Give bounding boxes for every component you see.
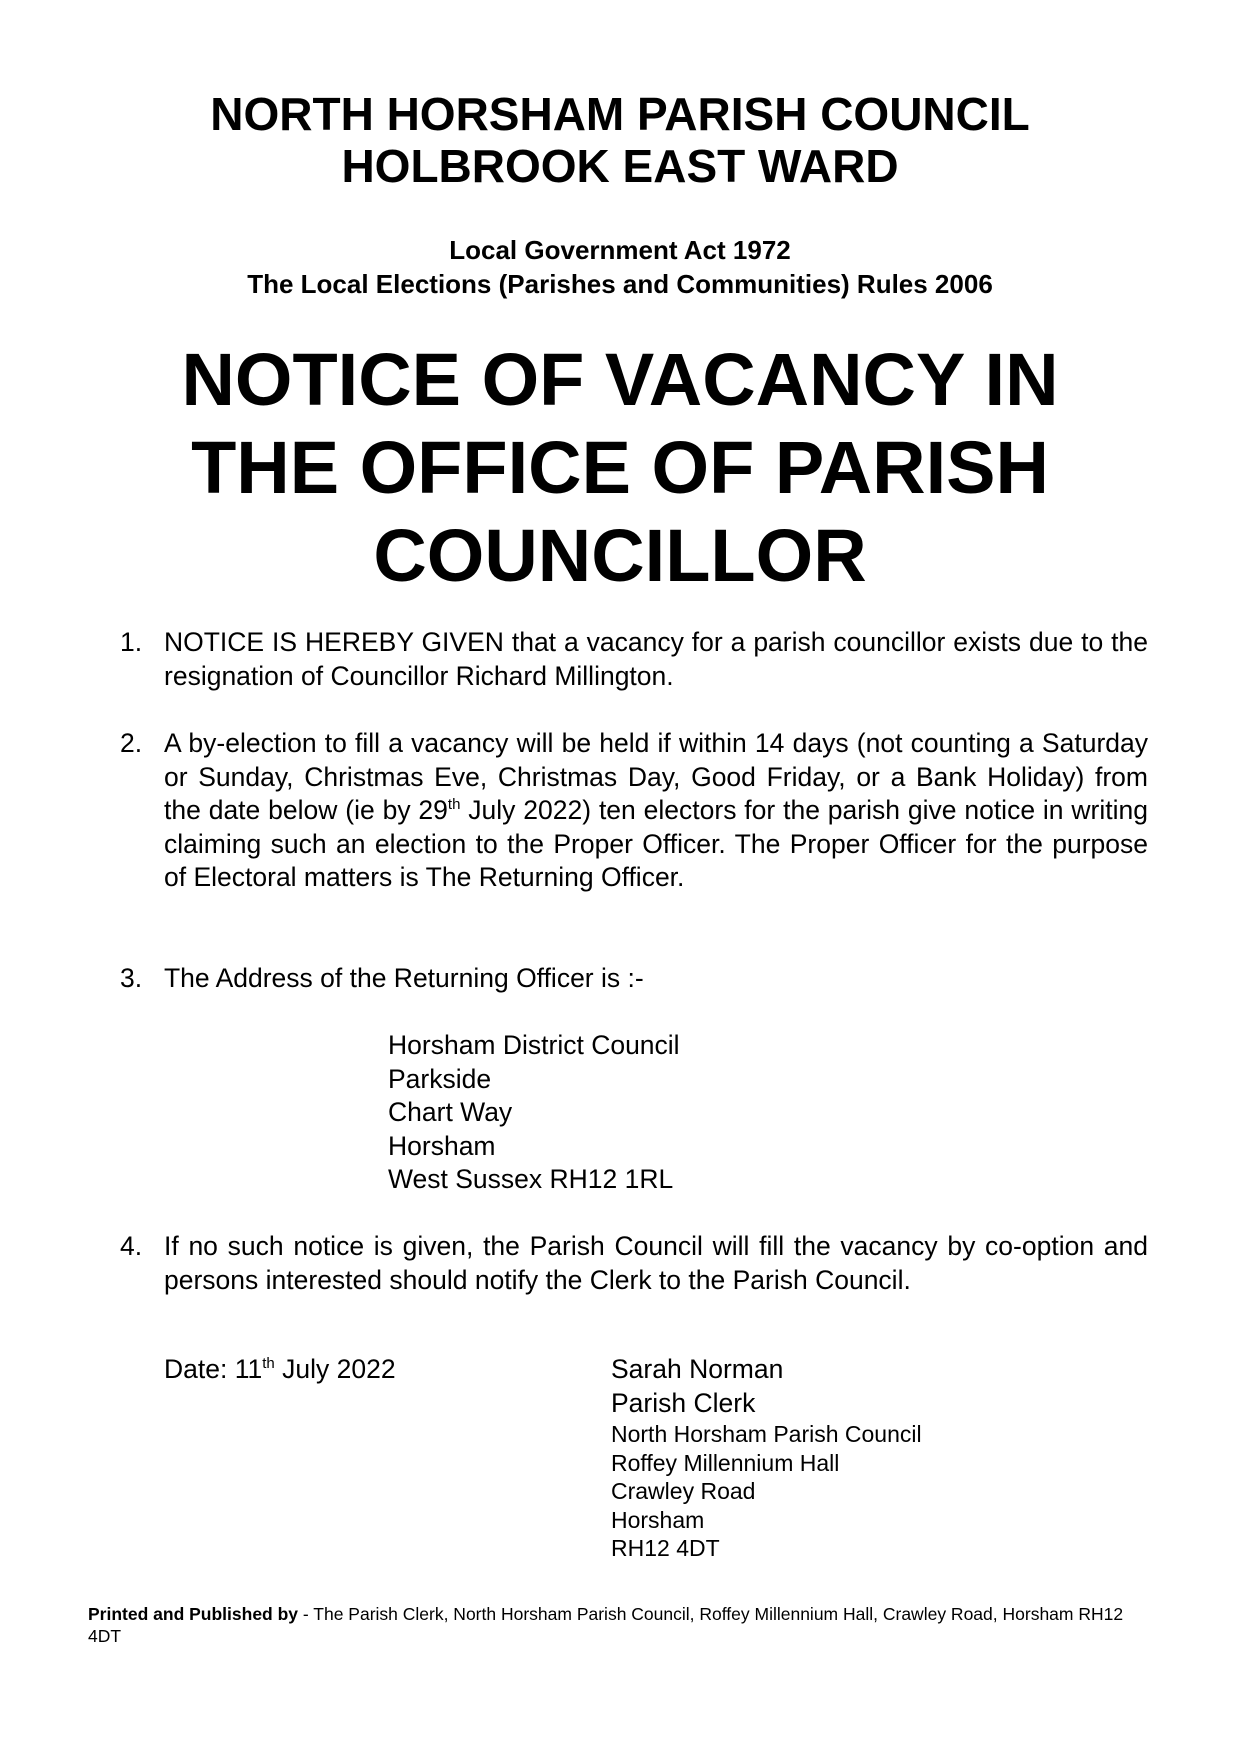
ordinal-suffix: th [447, 796, 461, 814]
legislation-heading [0, 233, 1240, 301]
date-month-year: July 2022 [274, 1354, 396, 1384]
notice-title [0, 336, 1240, 600]
signer-address-line: Horsham [611, 1506, 705, 1533]
signer-role: Parish Clerk [611, 1387, 756, 1418]
list-number: 3. [120, 963, 143, 993]
imprint-label: Printed and Published by [88, 1604, 299, 1624]
list-number: 1. [120, 627, 143, 657]
by-election-text-continued: July 2022) ten electors for the parish give notice in writing claiming such an election to the Proper Officer. The Proper Officer for the purpose of Electoral matters is The Returning Officer. [164, 795, 1148, 892]
signer-address-line: RH12 4DT [611, 1535, 720, 1561]
list-item-text: NOTICE IS HEREBY GIVEN that a vacancy for a parish councillor exists due to the resignation of Councillor Richard Millington. [164, 627, 1148, 691]
signer-address-line: Roffey Millennium Hall [611, 1449, 840, 1476]
notice-title-line-1: NOTICE OF VACANCY IN [181, 338, 1059, 421]
notice-title-line-2: THE OFFICE OF PARISH [191, 426, 1049, 509]
date-ordinal-suffix: th [262, 1355, 275, 1373]
act-line: Local Government Act 1972 [449, 235, 791, 265]
address-line: West Sussex RH12 1RL [388, 1164, 674, 1194]
list-item-text [164, 727, 1148, 895]
imprint-text: - The Parish Clerk, North Horsham Parish Council, Roffey Millennium Hall, Crawley Road, Horsham RH12 4DT [88, 1604, 1124, 1646]
rules-line: The Local Elections (Parishes and Communities) Rules 2006 [247, 269, 993, 299]
imprint-footer [88, 1603, 1148, 1647]
signature-block [611, 1353, 922, 1563]
notice-date [164, 1353, 396, 1386]
address-line: Chart Way [388, 1097, 513, 1127]
council-name: NORTH HORSHAM PARISH COUNCIL [210, 88, 1030, 140]
signer-address-line: Crawley Road [611, 1478, 756, 1504]
returning-officer-address [388, 1029, 680, 1197]
address-line: Horsham District Council [388, 1030, 680, 1060]
ward-name: HOLBROOK EAST WARD [341, 140, 899, 192]
notice-title-line-3: COUNCILLOR [373, 514, 867, 597]
list-item-text: If no such notice is given, the Parish Council will fill the vacancy by co-option and persons interested should notify the Clerk to the Parish Council. [164, 1231, 1148, 1295]
list-item-text: The Address of the Returning Officer is :- [164, 963, 644, 993]
council-heading [0, 88, 1240, 192]
list-number: 2. [120, 728, 143, 758]
address-line: Horsham [388, 1130, 496, 1161]
date-day: 11 [234, 1354, 263, 1384]
signer-address-line: North Horsham Parish Council [611, 1421, 922, 1447]
list-number: 4. [120, 1231, 143, 1261]
date-label: Date: [164, 1354, 228, 1384]
by-election-text: A by-election to fill a vacancy will be held if within 14 days (not counting a Saturday or Sunday, Christmas Eve, Christmas Day, Good Friday, or a Bank Holiday) from the date below (ie by 29 [164, 728, 1148, 825]
address-line: Parkside [388, 1063, 492, 1094]
signer-name: Sarah Norman [611, 1354, 784, 1384]
